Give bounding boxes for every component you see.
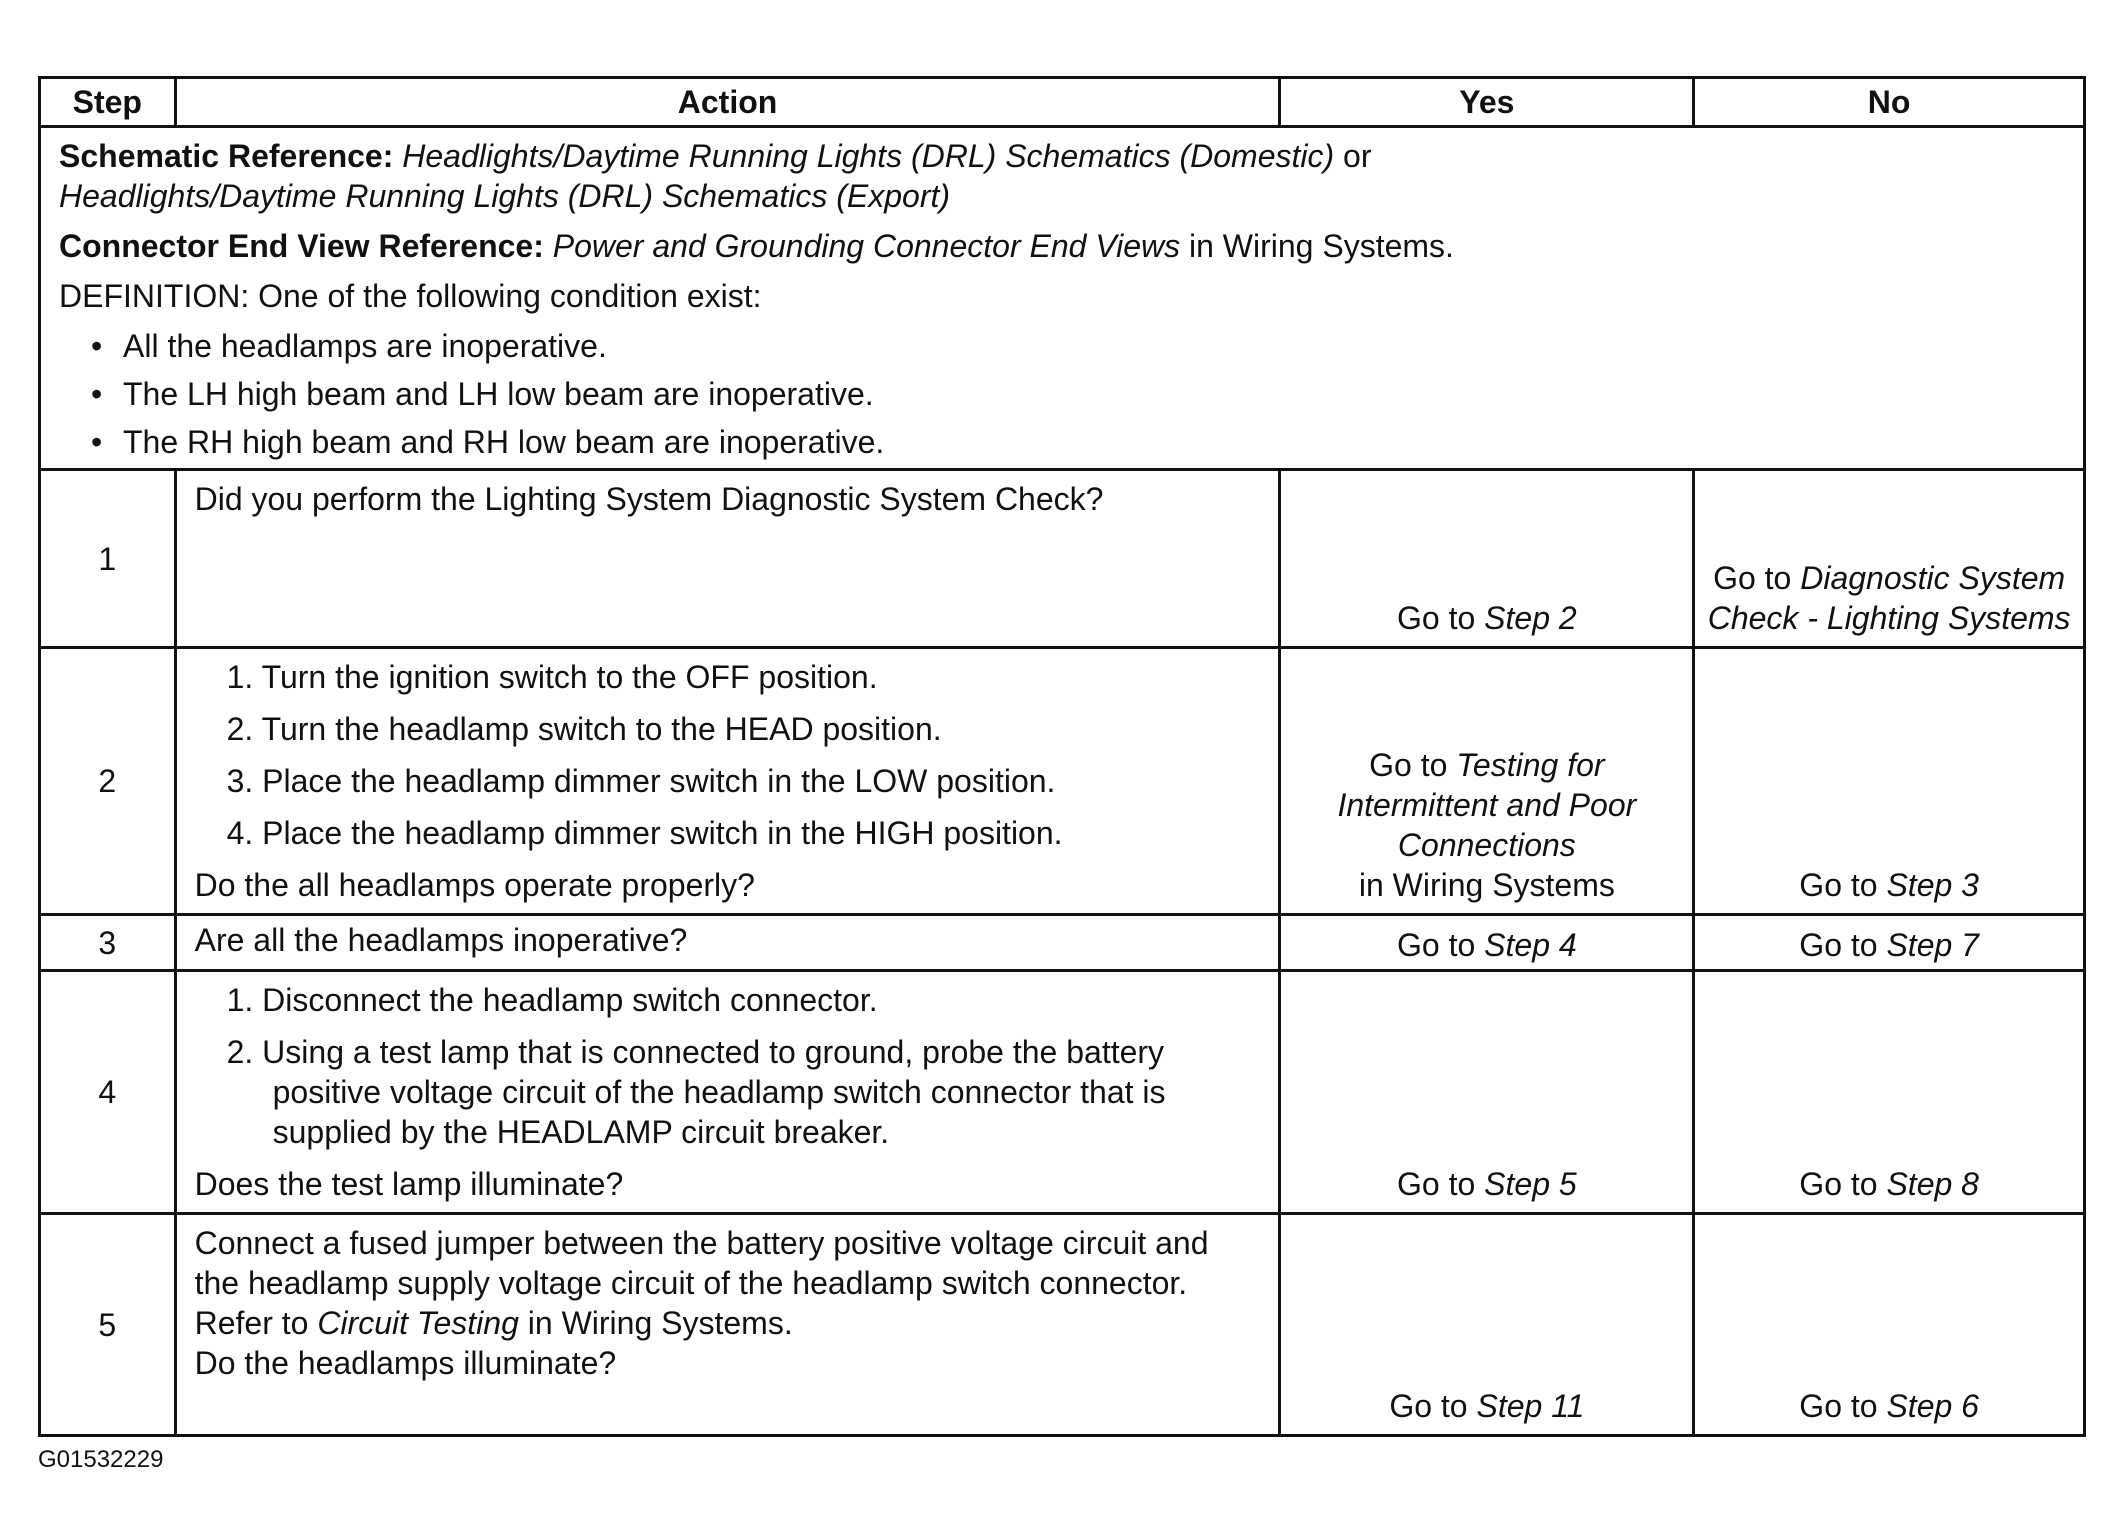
connector-label: Connector End View Reference:	[59, 228, 544, 264]
yes-link[interactable]: Step 5	[1484, 1166, 1577, 1202]
step-row-3	[40, 915, 2085, 971]
definition-bullet: • All the headlamps are inoperative.	[91, 326, 2065, 366]
no-prefix: Go to	[1799, 1388, 1878, 1424]
figure-id: G01532229	[38, 1446, 164, 1473]
step-question: Do the headlamps illuminate?	[194, 1345, 617, 1381]
step-number: 3	[40, 915, 176, 971]
no-cell	[1694, 470, 2085, 648]
instruction-text: Connect a fused jumper between the battery positive voltage circuit and the headlamp supply voltage circuit of the headlamp switch connector. Refer to	[194, 1225, 1209, 1341]
yes-prefix: Go to	[1389, 1388, 1468, 1424]
action-cell	[175, 648, 1280, 915]
no-link[interactable]: Step 7	[1886, 927, 1979, 963]
step-instruction	[195, 1223, 1261, 1343]
action-cell	[175, 915, 1280, 971]
yes-cell	[1280, 470, 1694, 648]
yes-link[interactable]: Step 11	[1476, 1388, 1585, 1424]
step-question: Are all the headlamps inoperative?	[194, 922, 688, 958]
no-cell	[1694, 971, 2085, 1214]
action-cell	[175, 470, 1280, 648]
no-cell	[1694, 1214, 2085, 1436]
substep: 2. Turn the headlamp switch to the HEAD position.	[226, 711, 942, 747]
yes-prefix: Go to	[1397, 1166, 1476, 1202]
step-number: 1	[40, 470, 176, 648]
step-row-2	[40, 648, 2085, 915]
yes-prefix: Go to	[1369, 747, 1448, 783]
action-cell	[175, 1214, 1280, 1436]
no-cell	[1694, 915, 2085, 971]
schematic-reference	[59, 136, 2065, 216]
no-link[interactable]: Step 8	[1886, 1166, 1979, 1202]
substep: 4. Place the headlamp dimmer switch in the HIGH position.	[226, 815, 1063, 851]
no-cell	[1694, 648, 2085, 915]
step-row-4	[40, 971, 2085, 1214]
yes-cell	[1280, 1214, 1694, 1436]
connector-reference	[59, 226, 2065, 266]
header-action: Action	[175, 78, 1280, 127]
substep: 1. Turn the ignition switch to the OFF position.	[226, 659, 878, 695]
schematic-or: or	[1343, 138, 1372, 174]
substep: 3. Place the headlamp dimmer switch in the LOW position.	[226, 763, 1056, 799]
reference-cell	[40, 127, 2085, 470]
no-prefix: Go to	[1713, 560, 1792, 596]
substep: 1. Disconnect the headlamp switch connector.	[226, 982, 878, 1018]
yes-prefix: Go to	[1397, 927, 1476, 963]
yes-cell	[1280, 915, 1694, 971]
instruction-suffix: in Wiring Systems.	[527, 1305, 793, 1341]
diagnostic-table	[38, 76, 2086, 1437]
step-row-5	[40, 1214, 2085, 1436]
header-row	[40, 78, 2085, 127]
header-no: No	[1694, 78, 2085, 127]
connector-suffix: in Wiring Systems.	[1188, 228, 1454, 264]
yes-cell	[1280, 971, 1694, 1214]
yes-link[interactable]: Step 2	[1484, 600, 1577, 636]
step-question: Did you perform the Lighting System Diagnostic System Check?	[194, 481, 1104, 517]
action-cell	[175, 971, 1280, 1214]
substep: 2. Using a test lamp that is connected to ground, probe the battery positive voltage circuit of the headlamp switch connector that is supplied by the HEADLAMP circuit breaker.	[226, 1034, 1166, 1150]
yes-prefix: Go to	[1397, 600, 1476, 636]
step-row-1	[40, 470, 2085, 648]
yes-link[interactable]: Testing for Intermittent and Poor Connections	[1337, 747, 1637, 863]
no-prefix: Go to	[1799, 927, 1878, 963]
instruction-link[interactable]: Circuit Testing	[317, 1305, 519, 1341]
step-number: 2	[40, 648, 176, 915]
definition-bullet: • The LH high beam and LH low beam are inoperative.	[91, 374, 2065, 414]
reference-row	[40, 127, 2085, 470]
step-number: 4	[40, 971, 176, 1214]
connector-ref: Power and Grounding Connector End Views	[552, 228, 1181, 264]
step-number: 5	[40, 1214, 176, 1436]
no-prefix: Go to	[1799, 867, 1878, 903]
definition: DEFINITION: One of the following condition exist:	[59, 278, 762, 314]
no-link[interactable]: Step 6	[1886, 1388, 1979, 1424]
no-link[interactable]: Diagnostic System Check - Lighting Systems	[1707, 560, 2071, 636]
header-yes: Yes	[1280, 78, 1694, 127]
step-question: Does the test lamp illuminate?	[194, 1166, 624, 1202]
no-prefix: Go to	[1799, 1166, 1878, 1202]
yes-suffix: in Wiring Systems	[1358, 867, 1615, 903]
yes-cell	[1280, 648, 1694, 915]
definition-bullet: • The RH high beam and RH low beam are inoperative.	[91, 422, 2065, 462]
schematic-label: Schematic Reference:	[59, 138, 394, 174]
step-question: Do the all headlamps operate properly?	[194, 867, 755, 903]
schematic-ref-2: Headlights/Daytime Running Lights (DRL) Schematics (Export)	[59, 178, 951, 214]
header-step: Step	[40, 78, 176, 127]
yes-link[interactable]: Step 4	[1484, 927, 1577, 963]
no-link[interactable]: Step 3	[1886, 867, 1979, 903]
schematic-ref-1: Headlights/Daytime Running Lights (DRL) Schematics (Domestic)	[402, 138, 1335, 174]
